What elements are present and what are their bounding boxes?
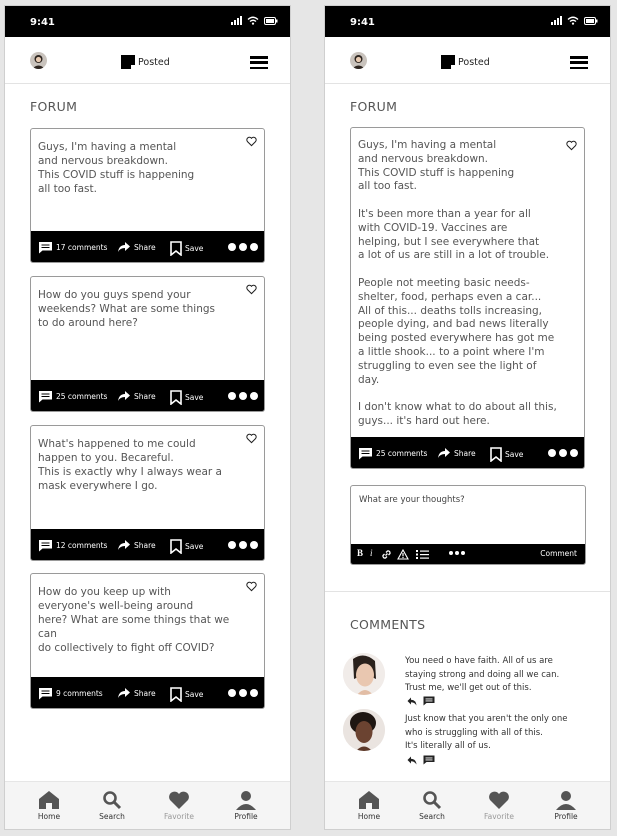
- warning-icon[interactable]: [397, 549, 409, 560]
- comment-icon: [38, 539, 53, 552]
- battery-icon: [584, 17, 598, 25]
- status-icons: [551, 16, 598, 25]
- share-label: Share: [134, 242, 156, 252]
- posted-logo-icon: [441, 55, 455, 69]
- top-bar: [5, 37, 290, 84]
- nav-search[interactable]: [87, 790, 137, 821]
- nav-profile-label: Profile: [554, 812, 578, 821]
- brand-name: Posted: [138, 56, 170, 68]
- more-options-icon[interactable]: [228, 541, 258, 549]
- nav-favorite[interactable]: [154, 790, 204, 821]
- share-icon: [117, 539, 131, 551]
- post-action-bar: [351, 437, 584, 468]
- nav-home-label: Home: [357, 812, 381, 821]
- nav-favorite-label: Favorite: [484, 812, 514, 821]
- forum-title: FORUM: [30, 99, 78, 114]
- comment-icon: [38, 687, 53, 700]
- top-bar: [325, 37, 610, 84]
- profile-icon: [555, 790, 577, 810]
- share-label: Share: [454, 448, 476, 458]
- brand-name: Posted: [458, 56, 490, 68]
- share-label: Share: [134, 391, 156, 401]
- bookmark-icon: [170, 539, 182, 554]
- forum-title: FORUM: [350, 99, 398, 114]
- user-avatar[interactable]: [30, 52, 47, 69]
- wifi-icon: [247, 16, 259, 25]
- section-divider: [325, 591, 610, 592]
- share-label: Share: [134, 688, 156, 698]
- nav-profile-label: Profile: [234, 812, 258, 821]
- nav-search-label: Search: [419, 812, 445, 821]
- list-icon[interactable]: [416, 549, 429, 560]
- reply-icon[interactable]: [407, 756, 417, 765]
- post-action-bar: [31, 677, 264, 708]
- comment-icon: [38, 390, 53, 403]
- share-button[interactable]: [117, 687, 156, 699]
- nav-profile[interactable]: [541, 790, 591, 821]
- app-brand: [121, 55, 170, 69]
- share-button[interactable]: [117, 390, 156, 402]
- comments-button[interactable]: [358, 447, 427, 460]
- post-card[interactable]: [30, 425, 265, 561]
- reply-input[interactable]: [350, 485, 586, 565]
- bottom-nav: [5, 781, 290, 829]
- more-options-icon[interactable]: [228, 392, 258, 400]
- nav-home-label: Home: [37, 812, 61, 821]
- share-icon: [117, 687, 131, 699]
- user-avatar[interactable]: [350, 52, 367, 69]
- save-label: Save: [185, 393, 204, 402]
- save-button[interactable]: [170, 390, 203, 405]
- comment-count: 12 comments: [56, 541, 108, 550]
- home-icon: [38, 790, 60, 810]
- link-icon[interactable]: [381, 549, 392, 560]
- save-button[interactable]: [170, 687, 203, 702]
- italic-button[interactable]: i: [370, 548, 373, 558]
- post-action-bar: [31, 231, 264, 262]
- comment-icon[interactable]: [423, 696, 435, 706]
- bottom-nav: [325, 781, 610, 829]
- bookmark-icon: [170, 241, 182, 256]
- save-label: Save: [185, 244, 204, 253]
- wifi-icon: [567, 16, 579, 25]
- comment-text: You need o have faith. All of us are staying strong and doing all we can. Trust me, we'll get out of this.: [405, 656, 560, 693]
- save-label: Save: [505, 450, 524, 459]
- hamburger-menu-icon[interactable]: [250, 56, 268, 69]
- comment-count: 17 comments: [56, 243, 108, 252]
- posted-logo-icon: [121, 55, 135, 69]
- hamburger-menu-icon[interactable]: [570, 56, 588, 69]
- post-card[interactable]: [30, 573, 265, 709]
- save-button[interactable]: [170, 539, 203, 554]
- post-text: Guys, I'm having a mental and nervous breakdown. This COVID stuff is happening all too fast.: [38, 141, 195, 195]
- post-detail-screen: [324, 5, 611, 830]
- status-bar: [5, 6, 290, 37]
- status-time: 9:41: [350, 17, 375, 28]
- share-button[interactable]: [437, 447, 476, 459]
- post-detail-card: [350, 127, 585, 469]
- heart-icon[interactable]: [246, 433, 257, 444]
- comment-actions: [407, 755, 435, 765]
- bold-button[interactable]: B: [357, 548, 364, 558]
- comment-actions: [407, 696, 435, 706]
- bookmark-icon: [170, 687, 182, 702]
- nav-search-label: Search: [99, 812, 125, 821]
- more-options-icon[interactable]: [228, 689, 258, 697]
- nav-home[interactable]: [24, 790, 74, 821]
- share-icon: [437, 447, 451, 459]
- nav-favorite[interactable]: [474, 790, 524, 821]
- share-button[interactable]: [117, 241, 156, 253]
- battery-icon: [264, 17, 278, 25]
- save-button[interactable]: [490, 447, 523, 462]
- comments-button[interactable]: [38, 390, 107, 403]
- nav-profile[interactable]: [221, 790, 271, 821]
- bookmark-icon: [170, 390, 182, 405]
- share-button[interactable]: [117, 539, 156, 551]
- reply-icon[interactable]: [407, 697, 417, 706]
- heart-icon[interactable]: [246, 136, 257, 147]
- heart-icon[interactable]: [566, 140, 577, 151]
- post-text: How do you guys spend your weekends? What are some things to do around here?: [38, 289, 216, 329]
- comments-button[interactable]: [38, 241, 107, 254]
- bookmark-icon: [490, 447, 502, 462]
- post-action-bar: [31, 380, 264, 411]
- share-label: Share: [134, 540, 156, 550]
- post-text: How do you keep up with everyone's well-being around here? What are some things that we can do collectively to fight off COVID?: [38, 586, 230, 654]
- more-tools-icon[interactable]: [449, 551, 465, 555]
- commenter-avatar[interactable]: [343, 709, 385, 751]
- comments-button[interactable]: [38, 687, 103, 700]
- comments-title: COMMENTS: [350, 617, 426, 632]
- post-card[interactable]: [30, 128, 265, 263]
- comment-icon: [358, 447, 373, 460]
- comment-count: 9 comments: [56, 689, 103, 698]
- signal-icon: [551, 16, 562, 25]
- home-icon: [358, 790, 380, 810]
- status-time: 9:41: [30, 17, 55, 28]
- comment-count: 25 comments: [56, 392, 108, 401]
- forum-screen: [4, 5, 291, 830]
- post-card[interactable]: [30, 276, 265, 412]
- comment-icon: [38, 241, 53, 254]
- comment-text: Just know that you aren't the only one who is struggling with all of this. It's literally all of us.: [405, 714, 568, 751]
- post-text: What's happened to me could happen to you. Becareful. This is exactly why I always wear a mask everywhere I go.: [38, 438, 222, 492]
- save-button[interactable]: [170, 241, 203, 256]
- heart-icon[interactable]: [246, 284, 257, 295]
- app-brand: [441, 55, 490, 69]
- comment-count: 25 comments: [376, 449, 428, 458]
- comment-icon[interactable]: [423, 755, 435, 765]
- status-bar: [325, 6, 610, 37]
- save-label: Save: [185, 690, 204, 699]
- more-options-icon[interactable]: [548, 449, 578, 457]
- reply-placeholder: What are your thoughts?: [359, 495, 465, 505]
- profile-icon: [235, 790, 257, 810]
- post-full-text: Guys, I'm having a mental and nervous breakdown. This COVID stuff is happening all too fast. It's been more than a year for all with COVID-19. Vaccines are helping, but I see everywhere that a lot of us are still in a lot of trouble. People not meeting basic needs- shelter, food, perhaps even a car... All of this... deaths tolls increasing, people dying, and bad news literally being posted everywhere has got me a little shook... to a point where I'm struggling to even see the light of day. I don't know what to do about all this, guys... it's hard out here.: [358, 139, 557, 427]
- share-icon: [117, 241, 131, 253]
- commenter-avatar[interactable]: [343, 653, 385, 695]
- post-action-bar: [31, 529, 264, 560]
- formatting-toolbar: [351, 544, 585, 564]
- status-icons: [231, 16, 278, 25]
- signal-icon: [231, 16, 242, 25]
- search-icon: [422, 790, 442, 810]
- comments-button[interactable]: [38, 539, 107, 552]
- nav-search[interactable]: [407, 790, 457, 821]
- share-icon: [117, 390, 131, 402]
- save-label: Save: [185, 542, 204, 551]
- heart-icon: [168, 790, 190, 810]
- search-icon: [102, 790, 122, 810]
- more-options-icon[interactable]: [228, 243, 258, 251]
- nav-favorite-label: Favorite: [164, 812, 194, 821]
- heart-icon: [488, 790, 510, 810]
- nav-home[interactable]: [344, 790, 394, 821]
- comment-submit-button[interactable]: Comment: [540, 549, 577, 558]
- heart-icon[interactable]: [246, 581, 257, 592]
